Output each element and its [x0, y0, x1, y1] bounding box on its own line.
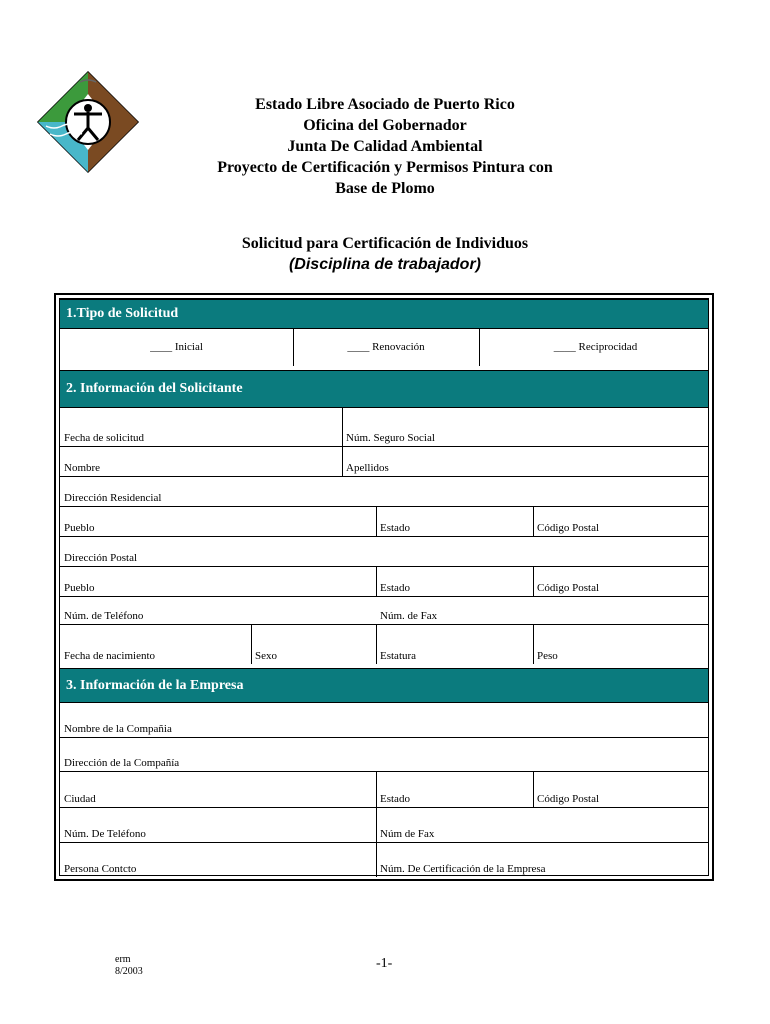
field-estado-compania[interactable]: Estado	[380, 793, 410, 805]
field-fecha-solicitud[interactable]: Fecha de solicitud	[64, 432, 145, 444]
field-codigo-postal[interactable]: Código Postal	[537, 582, 600, 594]
field-estado-postal[interactable]: Estado	[380, 582, 410, 594]
field-dir-residencial[interactable]: Dirección Residencial	[64, 492, 162, 504]
section-1-header: 1.Tipo de Solicitud	[60, 299, 708, 329]
field-telefono-compania[interactable]: Núm. De Teléfono	[64, 828, 146, 840]
header-line-2: Oficina del Gobernador	[303, 117, 467, 134]
field-compania[interactable]: Nombre de la Compañia	[64, 723, 172, 735]
field-dir-compania[interactable]: Dirección de la Compañía	[64, 757, 180, 769]
form-subtitle: (Disciplina de trabajador)	[288, 256, 482, 273]
field-peso[interactable]: Peso	[537, 650, 558, 662]
field-fax-compania[interactable]: Núm de Fax	[380, 828, 435, 840]
application-form	[54, 293, 714, 881]
field-apellidos[interactable]: Apellidos	[346, 462, 389, 474]
header-line-5: Base de Plomo	[335, 180, 435, 197]
field-pueblo-residencial[interactable]: Pueblo	[64, 522, 95, 534]
field-seguro-social[interactable]: Núm. Seguro Social	[346, 432, 435, 444]
option-renovacion[interactable]: ____ Renovación	[347, 341, 425, 353]
agency-logo	[36, 70, 140, 174]
field-nombre[interactable]: Nombre	[64, 462, 101, 474]
header-line-1: Estado Libre Asociado de Puerto Rico	[255, 96, 515, 113]
field-codigo-residencial[interactable]: Código Postal	[537, 522, 600, 534]
field-estado-residencial[interactable]: Estado	[380, 522, 410, 534]
field-certificacion-empresa[interactable]: Núm. De Certificación de la Empresa	[380, 863, 546, 875]
field-pueblo-postal[interactable]: Pueblo	[64, 582, 95, 594]
field-fax[interactable]: Núm. de Fax	[380, 610, 438, 622]
section-2-header: 2. Información del Solicitante	[60, 370, 708, 408]
field-telefono[interactable]: Núm. de Teléfono	[64, 610, 144, 622]
field-contacto[interactable]: Persona Contcto	[64, 863, 137, 875]
field-sexo[interactable]: Sexo	[255, 650, 277, 662]
option-reciprocidad[interactable]: ____ Reciprocidad	[553, 341, 638, 353]
field-dir-postal[interactable]: Dirección Postal	[64, 552, 138, 564]
footer-code: erm	[115, 954, 131, 965]
field-nacimiento[interactable]: Fecha de nacimiento	[64, 650, 156, 662]
field-estatura[interactable]: Estatura	[380, 650, 417, 662]
field-codigo-compania[interactable]: Código Postal	[537, 793, 600, 805]
field-ciudad[interactable]: Ciudad	[64, 793, 96, 805]
footer-date: 8/2003	[115, 966, 143, 977]
page-number: -1-	[376, 956, 393, 971]
form-title: Solicitud para Certificación de Individuos	[241, 235, 529, 252]
section-3-header: 3. Información de la Empresa	[60, 668, 708, 703]
header-line-3: Junta De Calidad Ambiental	[287, 138, 483, 155]
header-line-4: Proyecto de Certificación y Permisos Pintura con	[217, 159, 553, 176]
option-inicial[interactable]: ____ Inicial	[150, 341, 203, 353]
